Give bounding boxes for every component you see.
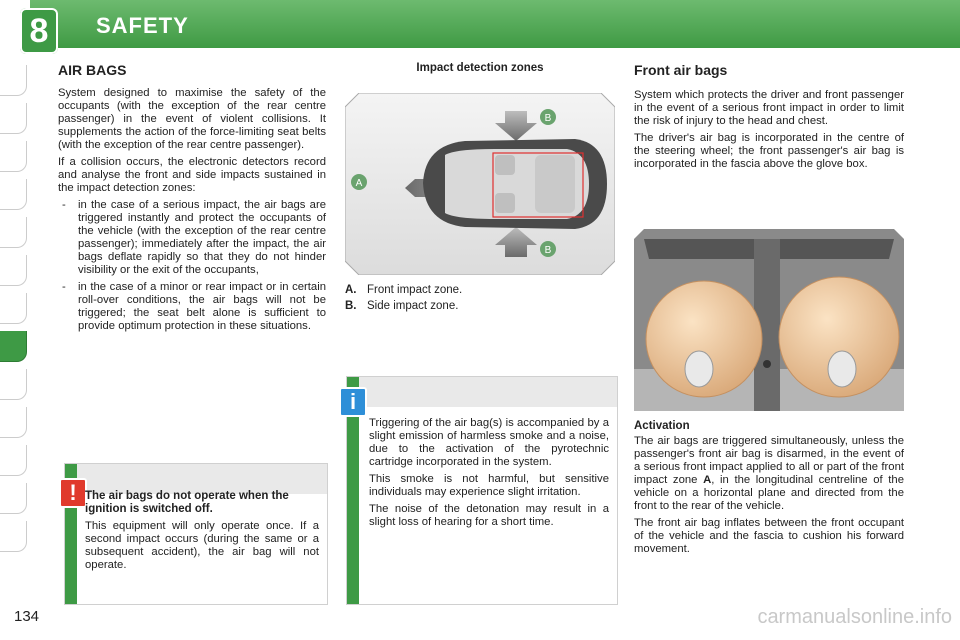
info-text: Triggering of the air bag(s) is accompanied by a slight emission of harmless smoke and a noise, due to the activation of the pyrotechnic cartridge incorporated in the system. bbox=[369, 417, 609, 468]
list-item: - in the case of a minor or rear impact or in certain roll-over conditions, the air bags will not be triggered; the seat belt alone is sufficient to provide optimum protection in these situations. bbox=[62, 281, 326, 332]
paragraph: System designed to maximise the safety of the occupants (with the exception of the rear centre passenger) in the event of violent collisions. It supplements the action of the force-limiting seat belts (with the exception of the rear centre passenger). bbox=[58, 87, 326, 151]
info-note-box bbox=[346, 376, 618, 605]
rear-bench bbox=[535, 155, 575, 213]
activation-paragraph: The air bags are triggered simultaneously, unless the passenger's front air bag is disarmed, in the event of a serious front impact applied to all or part of the front impact zone A, in the longitudinal centreline of the vehicle on a horizontal plane and directed from the front to the rear of the vehicle. bbox=[634, 435, 904, 512]
activation-paragraph: The front air bag inflates between the front occupant of the vehicle and the fascia to cushion his forward movement. bbox=[634, 517, 904, 555]
bullet-list bbox=[58, 199, 326, 333]
warning-note-box bbox=[64, 463, 328, 605]
page-number: 134 bbox=[14, 608, 40, 625]
side-tab[interactable] bbox=[0, 521, 27, 552]
chapter-side-tabs bbox=[0, 65, 26, 559]
activation-section bbox=[634, 420, 904, 560]
side-tab[interactable] bbox=[0, 369, 27, 400]
zone-legend bbox=[345, 282, 615, 314]
side-tab[interactable] bbox=[0, 407, 27, 438]
activation-title: Activation bbox=[634, 420, 690, 432]
seat bbox=[495, 155, 515, 175]
zone-b-label: B bbox=[544, 245, 552, 256]
section-title-front-air-bags: Front air bags bbox=[634, 62, 728, 78]
side-tab[interactable] bbox=[0, 141, 27, 172]
side-tab[interactable] bbox=[0, 103, 27, 134]
warning-text: This equipment will only operate once. If a second impact occurs (during the same or a subsequent accident), the air bag will not operate. bbox=[85, 520, 319, 571]
side-tab[interactable] bbox=[0, 217, 27, 248]
list-item: - in the case of a serious impact, the air bags are triggered instantly and protect the occupants of the vehicle (with the exception of the rear centre passenger); immediately after the impact, the air bags deflate rapidly so that they do not hinder visibility or the exit of the occupants, bbox=[62, 199, 326, 276]
warning-icon: ! bbox=[59, 478, 87, 508]
zone-b-label: B bbox=[544, 113, 552, 124]
side-tab-active[interactable] bbox=[0, 331, 27, 362]
paragraph: If a collision occurs, the electronic detectors record and analyse the front and side impacts sustained in the impact detection zones: bbox=[58, 156, 326, 194]
seat bbox=[495, 193, 515, 213]
ignition-slot bbox=[763, 360, 771, 368]
left-column bbox=[58, 62, 326, 337]
chapter-number-tab: 8 bbox=[20, 8, 58, 54]
front-airbags-photo bbox=[634, 229, 904, 411]
paragraph: The driver's air bag is incorporated in the centre of the steering wheel; the front passenger's air bag is incorporated in the fascia above the glove box. bbox=[634, 132, 904, 170]
middle-column bbox=[345, 62, 615, 314]
watermark: carmanualsonline.info bbox=[757, 606, 952, 628]
zone-a-item: A. Front impact zone. bbox=[345, 284, 463, 296]
impact-zones-figure bbox=[345, 93, 615, 275]
side-tab[interactable] bbox=[0, 293, 27, 324]
warning-bold-text: The air bags do not operate when the ignition is switched off. bbox=[85, 490, 289, 515]
section-title-air-bags: AIR BAGS bbox=[58, 62, 127, 78]
side-tab[interactable] bbox=[0, 179, 27, 210]
passenger-dummy-head bbox=[828, 351, 856, 387]
info-text: The noise of the detonation may result in a slight loss of hearing for a short time. bbox=[369, 503, 609, 528]
side-tab[interactable] bbox=[0, 255, 27, 286]
note-header bbox=[359, 377, 617, 407]
side-tab[interactable] bbox=[0, 65, 27, 96]
side-tab[interactable] bbox=[0, 483, 27, 514]
page-title: SAFETY bbox=[96, 13, 189, 38]
impact-zones-svg bbox=[345, 93, 615, 275]
figure-title: Impact detection zones bbox=[416, 62, 544, 74]
right-column bbox=[634, 62, 904, 175]
zone-b-item: B. Side impact zone. bbox=[345, 300, 459, 312]
paragraph: System which protects the driver and front passenger in the event of a serious front impact in order to limit the risk of injury to the head and chest. bbox=[634, 89, 904, 127]
zone-a-label: A bbox=[355, 178, 363, 189]
info-icon: i bbox=[339, 387, 367, 417]
info-text: This smoke is not harmful, but sensitive individuals may experience slight irritation. bbox=[369, 473, 609, 498]
driver-dummy-head bbox=[685, 351, 713, 387]
side-tab[interactable] bbox=[0, 445, 27, 476]
front-airbags-svg bbox=[634, 229, 904, 411]
